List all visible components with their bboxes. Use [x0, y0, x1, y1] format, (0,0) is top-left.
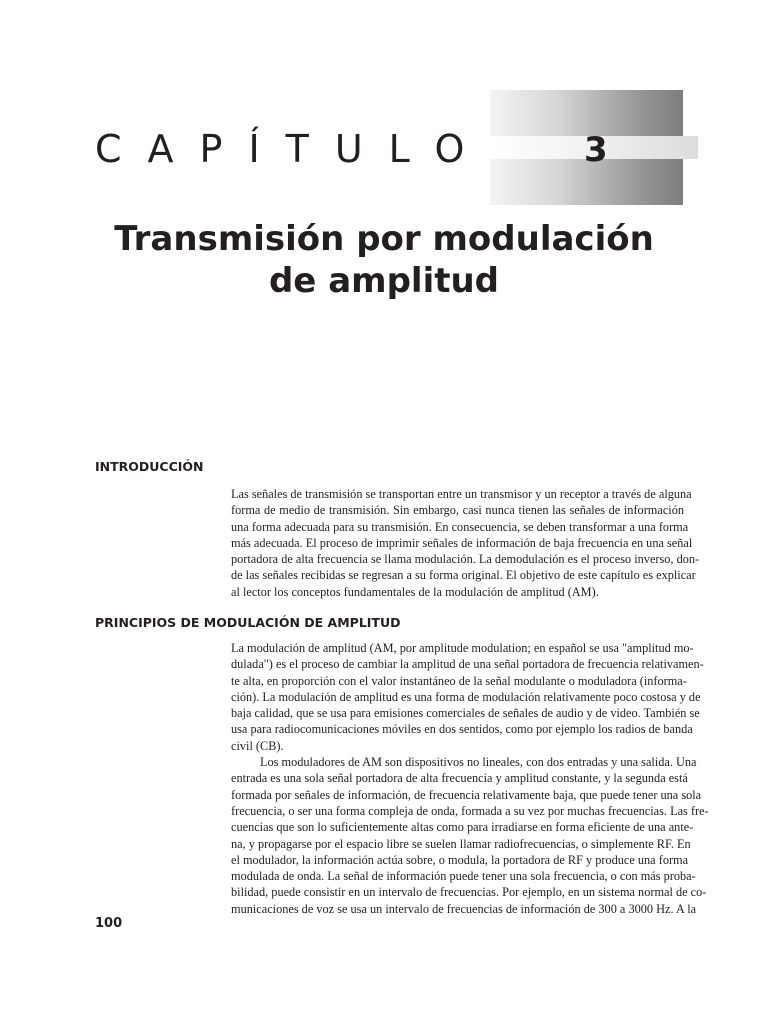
chapter-number: 3 [584, 130, 608, 170]
text-line: usa para radiocomunicaciones móviles en dos sentidos, como por ejemplo los radios de banda [231, 722, 693, 737]
section-body-introduccion [231, 486, 700, 600]
text-line: ción). La modulación de amplitud es una forma de modulación relativamente poco costosa y de [231, 689, 701, 704]
text-line: La modulación de amplitud (AM, por amplitude modulation; en español se usa "amplitud mo- [231, 641, 694, 655]
page-number: 100 [95, 916, 123, 931]
section-heading-principios: PRINCIPIOS DE MODULACIÓN DE AMPLITUD [95, 615, 401, 630]
text-line: forma de medio de transmisión. Sin embargo, casi nunca tienen las señales de información [231, 503, 684, 518]
text-line: al lector los conceptos fundamentales de la modulación de amplitud (AM). [231, 584, 599, 599]
text-line: entrada es una sola señal portadora de alta frecuencia y amplitud constante, y la segunda está [231, 771, 688, 786]
section-heading-introduccion: INTRODUCCIÓN [95, 459, 204, 474]
text-line: modulada de onda. La señal de información puede tener una sola frecuencia, o con más proba- [231, 869, 696, 884]
text-line: na, y propagarse por el espacio libre se suelen llamar radiofrecuencias, o simplemente RF. En [231, 836, 691, 851]
chapter-label: CAPÍTULO [95, 127, 491, 171]
text-line: frecuencia, o ser una forma compleja de onda, formada a su vez por muchas frecuencias. Las fre- [231, 803, 709, 818]
text-line: municaciones de voz se usa un intervalo de frecuencias de información de 300 a 3000 Hz. A la [231, 901, 697, 916]
text-line: el modulador, la información actúa sobre, o modula, la portadora de RF y produce una forma [231, 852, 689, 867]
chapter-title-line-2: de amplitud [268, 261, 500, 301]
text-line: Los moduladores de AM son dispositivos no lineales, con dos entradas y una salida. Una [260, 755, 697, 770]
text-line: portadora de alta frecuencia se llama modulación. La demodulación es el proceso inverso, don- [231, 552, 700, 567]
text-line: baja calidad, que se usa para emisiones comerciales de señales de audio y de video. También se [231, 706, 700, 721]
text-line: Las señales de transmisión se transportan entre un transmisor y un receptor a través de alguna [231, 487, 692, 501]
text-line: bilidad, puede consistir en un intervalo de frecuencias. Por ejemplo, en un sistema normal de co- [231, 885, 707, 900]
text-line: civil (CB). [231, 738, 284, 753]
text-line: de las señales recibidas se regresan a su forma original. El objetivo de este capítulo es explicar [231, 568, 696, 583]
text-line: te alta, en proporción con el valor instantáneo de la señal modulante o moduladora (informa- [231, 673, 687, 688]
text-line: más adecuada. El proceso de imprimir señales de información de baja frecuencia en una señal [231, 535, 693, 550]
text-line: una forma adecuada para su transmisión. En consecuencia, se deben transformar a una forma [231, 519, 689, 534]
chapter-title-line-1: Transmisión por modulación [114, 219, 654, 259]
text-line: formada por señales de información, de frecuencia relativamente baja, que puede tener una sola [231, 787, 702, 802]
text-line: cuencias que son lo suficientemente altas como para irradiarse en forma eficiente de una ante- [231, 820, 694, 835]
text-line: dulada") es el proceso de cambiar la amplitud de una señal portadora de frecuencia relativamen- [231, 657, 704, 672]
section-body-principios [231, 640, 709, 917]
chapter-title [0, 218, 768, 302]
